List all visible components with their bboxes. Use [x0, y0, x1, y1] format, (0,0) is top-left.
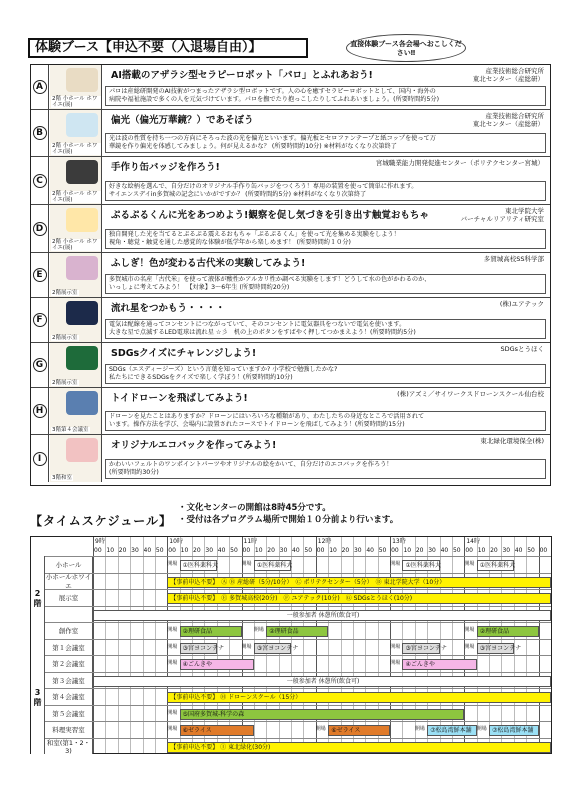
open-marker: 開場	[167, 709, 178, 716]
program-bar: 一般参加者 休憩所(飲食可)	[93, 610, 551, 621]
minute-label: 30	[279, 547, 288, 554]
minute-label: 40	[366, 547, 374, 554]
open-marker: 開場	[390, 561, 401, 567]
photo-thumb	[66, 438, 98, 462]
minute-label: 20	[193, 547, 201, 554]
minute-label: 20	[118, 547, 127, 554]
booth-photo	[50, 298, 102, 342]
open-marker: 開場	[253, 627, 264, 633]
program-bar: ②理研食品	[477, 626, 539, 637]
booth-photo	[50, 388, 102, 434]
booth-photo	[50, 110, 102, 156]
booth-desc: SDGs（エスディージーズ）という言葉を知っていますか? 小学校で勉強したかな? 私たちにできるSDGsをクイズで楽しく学ぼう！(所要時間約10分)	[105, 364, 546, 384]
floor-label: 3階	[31, 639, 45, 755]
program-bar: ⑦松島湾鮮本舗	[427, 725, 477, 736]
floor-label: 2階	[31, 556, 45, 639]
open-marker: 開場	[464, 561, 475, 567]
booth-letter-text: C	[33, 174, 47, 188]
booth-item	[31, 253, 550, 298]
minute-label: 40	[292, 547, 300, 554]
photo-thumb	[66, 68, 98, 92]
open-marker: 開場	[241, 643, 252, 650]
booth-letter-text: D	[33, 222, 47, 236]
booth-room: 2階 小ホール ホワイエ(展)	[51, 191, 101, 203]
program-bar: ①医科薬科大	[254, 560, 291, 571]
booth-letter	[31, 65, 49, 109]
booth-org: 多賀城高校SS科学部	[483, 255, 544, 263]
minute-label: 40	[514, 547, 523, 554]
booth-photo	[50, 343, 102, 387]
booth-title: 流れ星をつかもう・・・・	[111, 303, 226, 314]
booth-letter	[31, 298, 49, 342]
booth-letter	[31, 388, 49, 434]
program-bar: 一般参加者 休憩所(飲食可)	[93, 676, 551, 687]
open-marker: 開場	[414, 726, 425, 732]
program-bar: ③宮ヨコンテナ	[254, 643, 291, 654]
program-bar: ④ごんきや	[180, 659, 254, 670]
timetable-row	[31, 672, 551, 689]
photo-thumb	[66, 301, 98, 325]
room-label: 第３会議室	[45, 673, 93, 689]
open-marker: 開場	[464, 627, 475, 633]
booth-org: 産業技術総合研究所 東北センター（産総研）	[472, 112, 544, 128]
photo-thumb	[66, 256, 98, 280]
booth-item	[31, 65, 550, 110]
booth-room: 2階展示室	[52, 335, 78, 341]
room-label: 第１会議室	[45, 640, 93, 656]
booth-letter-text: G	[33, 358, 47, 372]
booth-room: 3階和室	[52, 475, 72, 481]
program-bar: 【事前申込不要】 Ⓐ Ⓑ 産総研（5分/10分） Ⓒ ポリテクセンター（5分） Ⓓ 東北学院大学（10分）	[167, 577, 551, 588]
open-marker: 開場	[167, 726, 178, 732]
program-bar: ⑤国府多賀城-科学の森	[180, 709, 465, 720]
booth-item	[31, 110, 550, 157]
program-bar: ③宮ヨコンテナ	[402, 643, 439, 654]
hour-label: 12時	[317, 538, 332, 545]
booth-letter-text: E	[33, 268, 47, 282]
booth-desc: 光は波の性質を持ち一つの方向にそろった波の光を偏光といいます。偏光板とセロファンテープと紙コップを使って万 華鏡を作り偏光を体感してみましょう。何が見えるかな？ (所要時間約10分) ※材料がなくなり次第終了	[105, 133, 546, 153]
booth-desc: 独自開発した光を当てるとぷるぷる震えるおもちゃ「ぷるぷるくん」を使って光を集める実験をしよう！ 視角・聴覚・触覚を通した感覚的な体験が低学年から楽しめます！ (所要時間約１０分)	[105, 229, 546, 249]
booth-photo	[50, 65, 102, 109]
booth-room: 2階展示室	[52, 290, 78, 296]
minute-label: 00	[168, 547, 176, 554]
note-line: ・受付は各プログラム場所で開始１０分前より行います。	[178, 515, 399, 525]
open-marker: 開場	[167, 643, 178, 650]
minute-label: 10	[180, 547, 189, 554]
minute-label: 50	[304, 547, 313, 554]
program-bar: 【事前申込不要】 Ⓘ 東北緑化(30分)	[167, 742, 551, 753]
booth-letter-text: I	[33, 452, 47, 466]
booth-letter-text: B	[33, 126, 47, 140]
timetable-row	[31, 639, 551, 656]
minute-label: 10	[403, 547, 412, 554]
booth-org: (株)アズミ／サイワークスドローンスクール仙台校	[397, 390, 544, 398]
booth-org: SDGsとうほく	[500, 345, 544, 353]
booth-title: オリジナルエコバックを作ってみよう!	[111, 440, 277, 451]
open-marker: 開場	[167, 627, 178, 633]
program-bar: ①医科薬科大	[180, 560, 217, 571]
booth-letter	[31, 110, 49, 156]
minute-label: 20	[341, 547, 350, 554]
booth-letter	[31, 253, 49, 297]
minute-label: 50	[527, 547, 535, 554]
booth-org: (株)ユアテック	[499, 300, 544, 308]
booth-item	[31, 388, 550, 435]
program-bar: ⑥ゼライス	[180, 725, 254, 736]
minute-label: 30	[131, 547, 139, 554]
minute-label: 30	[502, 547, 511, 554]
page-title: 体験ブース【申込不要（入退場自由）】	[28, 38, 308, 58]
booth-desc: 多賀城市の名産「古代米」を使って液体が酸性かアルカリ性か調べる実験をします！どうして水の色がかわるのか、 いっしょに考えてみよう！ 【対象】3～6年生 (所要時間約20分)	[105, 274, 546, 294]
booth-org: 産業技術総合研究所 東北センター（産総研）	[472, 67, 544, 83]
booth-item	[31, 205, 550, 253]
minute-label: 30	[205, 547, 214, 554]
booth-title: 手作り缶バッジを作ろう!	[111, 162, 220, 173]
booth-title: トイドローンを飛ばしてみよう!	[111, 393, 248, 404]
minute-label: 40	[217, 547, 226, 554]
timetable-row	[31, 721, 551, 738]
minute-label: 00	[465, 547, 473, 554]
booth-letter	[31, 343, 49, 387]
timetable-row	[31, 655, 551, 672]
open-marker: 開場	[390, 643, 401, 650]
booth-letter-text: H	[33, 404, 47, 418]
timetable-row	[31, 738, 551, 755]
program-bar: 【事前申込不要】 Ⓗ ドローンスクール（15分）	[167, 692, 551, 703]
booth-photo	[50, 205, 102, 252]
minute-label: 20	[267, 547, 275, 554]
booth-letter-text: F	[33, 313, 47, 327]
timetable-row	[31, 606, 551, 623]
timetable-row	[31, 622, 551, 639]
booth-title: 偏光（偏光万華鏡？）であそぼう	[111, 115, 254, 126]
photo-thumb	[66, 160, 98, 184]
hour-label: 14時	[466, 538, 480, 545]
open-marker: 開場	[390, 660, 401, 666]
booth-desc: かわいいフェルトのワンポイントパーツやオリジナルの絵をかいて、自分だけのエコバックを作ろう！ (所要時間約30分)	[105, 459, 546, 479]
program-bar: ②理研食品	[180, 626, 242, 637]
booth-letter-text: A	[33, 80, 47, 94]
open-marker: 開場	[167, 561, 178, 567]
booth-room: 2階 小ホール ホワイエ(展)	[51, 143, 101, 155]
timetable-row	[31, 556, 551, 573]
booth-room: 2階展示室	[52, 380, 78, 386]
callout-bubble: 直接体験ブース各会場へおこしください‼	[346, 34, 466, 62]
booth-room: 3階第４会議室	[52, 427, 89, 433]
minute-label: 00	[391, 547, 399, 554]
room-label: 創作室	[45, 623, 93, 639]
booth-desc: ドローンを見たことはありますか？ドローンにはいろいろな種類があり、わたしたちの身近なところで活用されて います。操作方法を学び、会場内に設置されたコースでトイドローンを飛ばしてみよう！(所要時間約15分)	[105, 411, 546, 431]
schedule-title: 【タイムスケジュール】	[30, 514, 173, 528]
minute-label: 00	[539, 547, 548, 554]
timetable-row	[31, 573, 551, 590]
room-label: 第５会議室	[45, 706, 93, 722]
minute-label: 50	[452, 547, 461, 554]
open-marker: 開場	[464, 643, 475, 650]
booth-room: 2階 小ホール ホワイエ(展)	[51, 96, 101, 108]
booth-letter	[31, 157, 49, 204]
photo-thumb	[66, 208, 98, 232]
booth-title: ぷるぷるくんに光をあつめよう!観察を促し気づきを引き出す触覚おもちゃ	[111, 210, 429, 221]
booth-room: 2階 小ホール ホワイエ(展)	[51, 239, 101, 251]
booth-title: SDGsクイズにチャレンジしよう!	[111, 348, 257, 359]
minute-label: 40	[143, 547, 152, 554]
minute-label: 10	[329, 547, 337, 554]
booth-item	[31, 435, 550, 482]
booth-item	[31, 343, 550, 388]
room-label: 展示室	[45, 590, 93, 606]
room-label: 和室(第1・2・3)	[45, 739, 93, 755]
minute-label: 20	[415, 547, 424, 554]
minute-label: 30	[353, 547, 362, 554]
program-bar: 【事前申込不要】 Ⓔ 多賀城高校(20分) Ⓕ ユアテック(10分) Ⓖ SDGsとうほく(10分)	[167, 593, 551, 604]
room-label	[45, 607, 93, 623]
open-marker: 開場	[476, 726, 487, 732]
minute-label: 50	[155, 547, 164, 554]
booth-org: 東北学院大学 バーチャルリアリティ研究室	[460, 207, 544, 223]
booth-org: 宮城職業能力開発促進センター（ポリテクセンター宮城）	[375, 159, 544, 167]
hour-label: 9時	[95, 538, 105, 545]
hour-label: 13時	[392, 538, 406, 545]
open-marker: 開場	[315, 726, 326, 732]
minute-label: 10	[254, 547, 263, 554]
minute-label: 20	[490, 547, 498, 554]
program-bar: ①医科薬科大	[477, 560, 514, 571]
open-marker: 開場	[241, 561, 252, 567]
photo-thumb	[66, 346, 98, 370]
minute-label: 00	[94, 547, 102, 554]
booth-letter	[31, 435, 49, 482]
booth-item	[31, 298, 550, 343]
timetable-row	[31, 589, 551, 606]
room-label: 第４会議室	[45, 689, 93, 705]
booth-title: ふしぎ！色が変わる古代米の実験してみよう!	[111, 258, 306, 269]
program-bar: ①医科薬科大	[402, 560, 439, 571]
program-bar: ⑦松島湾鮮本舗	[489, 725, 539, 736]
booth-photo	[50, 253, 102, 297]
program-bar: ③宮ヨコンテナ	[477, 643, 514, 654]
note-line: ・文化センターの開館は8時45分です。	[178, 503, 331, 513]
schedule-notes	[178, 502, 398, 526]
room-label: 小ホールホワイエ	[45, 573, 92, 591]
minute-label: 00	[242, 547, 251, 554]
program-bar: ④ごんきや	[402, 659, 476, 670]
booth-list	[30, 64, 551, 486]
minute-label: 10	[106, 547, 115, 554]
minute-label: 00	[316, 547, 325, 554]
timetable-row	[31, 705, 551, 722]
minute-label: 10	[477, 547, 486, 554]
program-bar: ⑥ゼライス	[328, 725, 390, 736]
photo-thumb	[66, 391, 98, 415]
photo-thumb	[66, 113, 98, 137]
booth-org: 東北緑化環境保全(株)	[480, 437, 544, 445]
hour-label: 11時	[243, 538, 258, 545]
hour-label: 10時	[169, 538, 183, 545]
open-marker: 開場	[167, 660, 178, 666]
minute-label: 50	[230, 547, 238, 554]
booth-desc: 電気は配線を通ってコンセントにつながっていて、そのコンセントに電気器具をつないで電気を使います。 大きな星で点滅するLED電球は流れ星 ☆彡 机の上のボタンをすばやく押してつかまえよう！(所要時間約5分)	[105, 319, 546, 339]
minute-label: 50	[378, 547, 387, 554]
minute-label: 30	[428, 547, 436, 554]
booth-title: AI搭載のアザラシ型セラピーロボット「パロ」とふれあおう!	[111, 70, 373, 81]
booth-letter	[31, 205, 49, 252]
room-label: 小ホール	[45, 557, 93, 573]
room-label: 第２会議室	[45, 656, 93, 672]
booth-desc: 好きな絵柄を選んで、自分だけのオリジナル手作り缶バッジをつくろう！専用の装置を使って簡単に作れます。 サイエンスデイin多賀城の記念にいかがですか？ (所要時間約5分) ※材料がなくなり次第終了	[105, 181, 546, 201]
timetable-row	[31, 688, 551, 705]
booth-desc: パロは産総研開発のAI技術がつまったアザラシ型ロボットです。人の心を癒すセラピーロボットとして、国内・海外の 病院や福祉施設で多くの人を元気づけています。パロを撫でたり抱っこしたりしてふれあいましょう。(所要時間約5分)	[105, 86, 546, 106]
booth-photo	[50, 157, 102, 204]
room-label: 料理実習室	[45, 722, 93, 738]
booth-item	[31, 157, 550, 205]
program-bar: ③宮ヨコンテナ	[180, 643, 217, 654]
minute-label: 40	[440, 547, 449, 554]
booth-photo	[50, 435, 102, 482]
timetable	[30, 536, 552, 754]
program-bar: ②理研食品	[266, 626, 328, 637]
